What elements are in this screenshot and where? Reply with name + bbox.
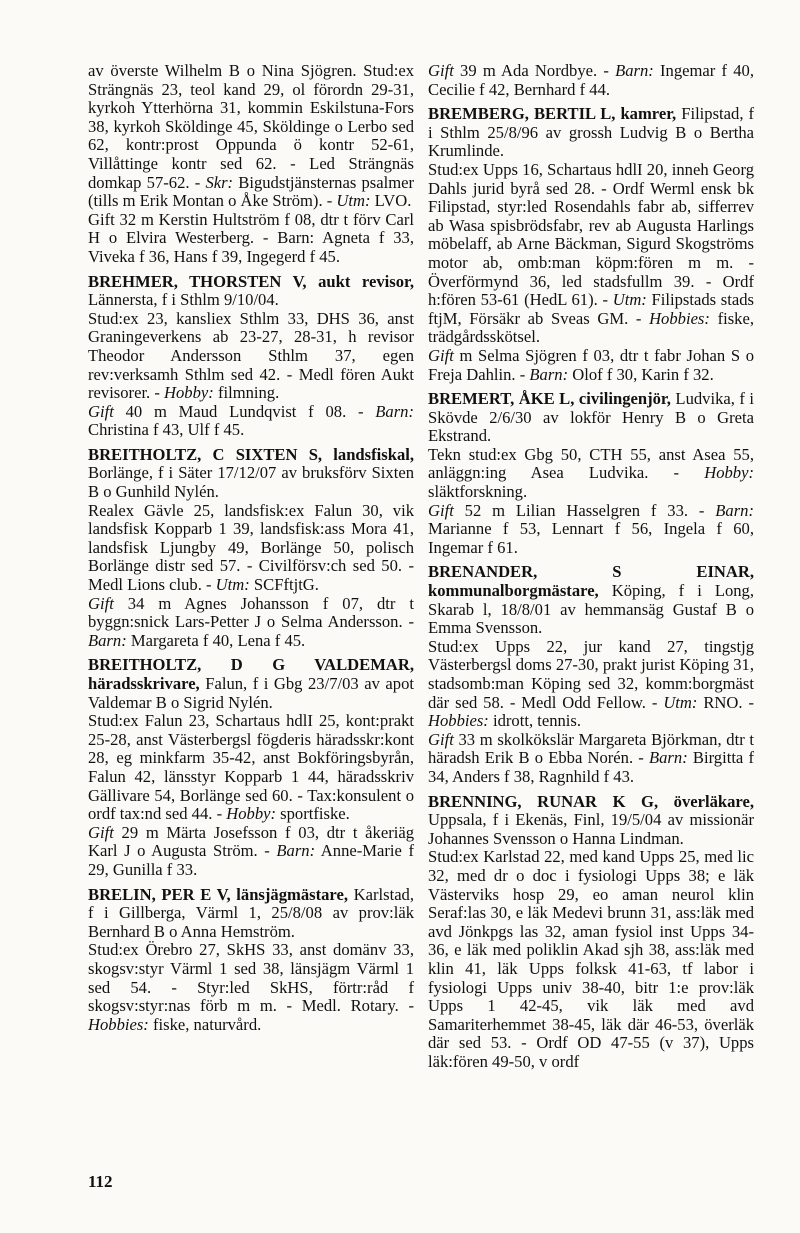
entry-intro: Lännersta, f i Sthlm 9/10/04. [88,290,279,310]
gift-label: Gift [428,729,454,749]
entry-name: BREMERT, ÅKE L, [428,389,575,409]
gift-text: 39 m Ada Nordbye. - [453,61,616,80]
utm-label: Utm: [215,575,250,595]
utm-text: RNO. - [697,692,754,712]
entry-brenning [428,793,754,1072]
entry-title: aukt revisor, [318,271,414,291]
entry-brehmer [88,273,414,440]
entry-name: BREITHOLTZ, D G VALDEMAR, [88,655,414,675]
entry-title: länsjägmästare, [236,884,348,904]
entry-title: kommunalborgmästare, [428,581,599,601]
entry-name: BREMBERG, BERTIL L, [428,104,616,124]
hobby-text: filmning. [213,383,280,403]
entry-continuation-left [88,62,414,267]
gift-label: Gift [88,593,114,613]
entry-intro: Uppsala, f i Ekenäs, Finl, 19/5/04 av missionär Johannes Svensson o Hanna Lindman. [428,810,754,848]
hobbies-text: idrott, tennis. [488,711,582,731]
entry-body: Stud:ex Upps 16, Schartaus hdlI 20, inneh Georg Dahls jurid byrå sed 28. - Ordf Werml ensk bk Filipstad, styr:led Rosendahls fabr ab, sifferrev ab Wasa spisbrödsfabr, rev ab Augusta Harlings möbelaff, ab Arne Bäckman, Sigurd Skogströms motor ab, omb:man köpm:fören m m. - Överförmynd 36, led stadsfullm 39. - Ordf h:fören 53-61 (HedL 61). - [428,159,754,310]
hobbies-text: fiske, naturvård. [148,1014,262,1034]
hobby-label: Hobby: [704,463,754,483]
entry-title: häradsskrivare, [88,674,200,693]
entry-intro: Borlänge, f i Säter 17/12/07 av bruksförv Sixten B o Gunhild Nylén. [88,463,414,502]
gift-text: 40 m Maud Lundqvist f 08. - [113,401,376,421]
left-column [88,62,414,1040]
entry-intro: Ludvika, f i Skövde 2/6/30 av lokför Henry B o Greta Ekstrand. [428,389,754,446]
gift-text: 34 m Agnes Johansson f 07, dtr t byggn:snick Lars-Petter J o Selma Andersson. - [88,593,414,632]
utm-label: Utm: [663,692,698,712]
barn-label: Barn: [529,364,569,384]
barn-label: Barn: [715,500,754,520]
entry-intro: Filipstad, f i Sthlm 25/8/96 av grossh Ludvig B o Bertha Krumlinde. [428,104,755,161]
entry-breitholtz-sixten [88,446,414,651]
barn-text: Anne-Marie f 29, Gunilla f 33. [88,841,414,879]
hobby-label: Hobby: [164,383,214,403]
entry-intro: Karlstad, f i Gillberga, Värml 1, 25/8/08 av prov:läk Bernhard B o Anna Hemström. [88,884,415,941]
barn-text: Olof f 30, Karin f 32. [568,364,714,384]
entry-name: BRENANDER, S EINAR, [428,562,754,582]
page-number: 112 [88,1172,113,1191]
hobby-text: sportfiske. [276,804,350,824]
entry-continuation-right [428,62,754,99]
barn-label: Barn: [88,630,127,650]
entry-body: av överste Wilhelm B o Nina Sjögren. Stud:ex Strängnäs 23, teol kand 29, ol förordn 29-31, kyrkoh Ytterhörna 31, kommin Eskilstuna-Fors 38, kyrkoh Sköldinge 45, Sköldinge o Lerbo sed 62, kontr:prost Oppunda ö kontr 52-61, Villåttinge kontr sed 62. - Led Strängnäs domkap 57-62. - [88,61,414,192]
utm-label: Utm: [336,191,371,211]
gift-text: m Selma Sjögren f 03, dtr t fabr Johan S o Freja Dahlin. - [428,345,754,384]
entry-intro: Köping, f i Long, Skarab l, 18/8/01 av hemmansäg Gustaf B o Emma Svensson. [428,581,754,638]
entry-body: Stud:ex Örebro 27, SkHS 33, anst domänv 33, skogsv:styr Värml 1 sed 38, länsjägm Värml 1 sed 54. - Styr:led SkHS, förtr:råd f skogsv:styr:nas förb m m. - Medl. Rotary. - [88,940,414,1016]
entry-title: landsfiskal, [333,444,414,464]
entry-name: BRELIN, PER E V, [88,884,231,904]
entry-name: BREITHOLTZ, C SIXTEN S, [88,444,323,464]
entry-title: kamrer, [620,104,677,124]
hobbies-label: Hobbies: [88,1014,149,1034]
entry-body: Stud:ex Upps 22, jur kand 27, tingstjg Västerbergsl doms 27-30, prakt jurist Köping 31, stadsomb:man Köping sed 32, komm:borgmäst där sed 58. - Medl Odd Fellow. - [428,636,755,712]
entry-brenander [428,563,754,786]
gift-text: 52 m Lilian Hasselgren f 33. - [453,500,716,520]
barn-label: Barn: [375,401,414,421]
barn-text: Birgitta f 34, Anders f 38, Ragnhild f 43. [428,748,754,786]
utm-text: SCFftjtG. [249,575,319,595]
barn-text: Margareta f 40, Lena f 45. [126,630,306,650]
gift-label: Gift [428,345,454,365]
gift-label: Gift [88,401,114,421]
hobbies-text: fiske, trädgårdsskötsel. [428,308,754,347]
entry-body: Stud:ex Karlstad 22, med kand Upps 25, med lic 32, med dr o doc i fysiologi Upps 38; e läk Västerviks hosp 29, eo aman neurol klin Seraf:las 30, e läk Medevi brunn 31, ass:läk med avd Jönkpgs las 32, aman fysiol inst Upps 34-36, e läk med poliklin Akad sjh 38, ass:läk med klin 41, läk Upps folksk 41-63, tf labor i fysiologi Upps univ 38-40, bitr 1:e prov:läk Upps 1 42-45, vik läk med avd Samariterhemmet 38-45, läk där 46-53, överläk där sed 53. - Ordf OD 47-55 (v 37), Upps läk:fören 49-50, v ordf [428,847,754,1071]
entry-name: BRENNING, RUNAR K G, [428,791,659,811]
utm-text: LVO. [370,191,412,211]
entry-bremberg [428,105,754,384]
right-column [428,62,754,1077]
entry-body: Realex Gävle 25, landsfisk:ex Falun 30, vik landsfisk Kopparb 1 39, landsfisk:ass Mora 41, landsfisk Ljungby 49, Borlänge 50, polisch Borlänge distr sed 57. - Civilförsv:ch sed 50. - Medl Lions club. - [88,500,414,595]
entry-name: BREHMER, THORSTEN V, [88,271,307,291]
entry-brelin [88,886,414,1035]
utm-label: Utm: [612,290,647,310]
gift-text: Gift 32 m Kerstin Hultström f 08, dtr t förv Carl H o Elvira Westerberg. - Barn: Agneta f 33, Viveka f 36, Hans f 39, Ingegerd f 45. [88,209,414,266]
entry-body: Stud:ex 23, kansliex Sthlm 33, DHS 36, anst Graningeverkens ab 23-27, 28-31, h revisor Theodor Andersson Sthlm 37, egen rev:verksamh Sthlm sed 42. - Medl fören Aukt revisorer. - [88,308,414,403]
hobby-label: Hobby: [226,804,277,824]
gift-label: Gift [428,61,454,80]
entry-body: Tekn stud:ex Gbg 50, CTH 55, anst Asea 55, anläggn:ing Asea Ludvika. - [428,444,754,483]
entry-title: överläkare, [673,791,754,811]
entry-breitholtz-valdemar [88,656,414,879]
gift-text: 33 m skolkökslär Margareta Björkman, dtr t häradsh Erik B o Ebba Norén. - [428,729,754,768]
gift-label: Gift [428,500,454,520]
barn-label: Barn: [649,748,688,768]
gift-label: Gift [88,822,114,842]
barn-text: Marianne f 53, Lennart f 56, Ingela f 60, Ingemar f 61. [428,519,754,557]
entry-intro: Falun, f i Gbg 23/7/03 av apot Valdemar B o Sigrid Nylén. [88,674,414,712]
entry-body: Stud:ex Falun 23, Schartaus hdlI 25, kont:prakt 25-28, anst Västerbergsl fögderis häradsskr:kont 28, eg minkfarm 35-42, anst Bokföringsbyrån, Falun 42, länsstyr Kopparb 1 44, häradsskriv Gällivare 54, Borlänge sed 60. - Tax:konsulent o ordf tax:nd sed 44. - [88,711,414,824]
hobbies-label: Hobbies: [428,711,489,731]
hobby-text: släktforskning. [428,482,528,502]
utm-text: Filipstads stads ftjM, Försäkr ab Sveas GM. - [428,290,754,328]
gift-text: 29 m Märta Josefsson f 03, dtr t åkeriäg Karl J o Augusta Ström. - [88,822,414,861]
hobbies-label: Hobbies: [649,308,710,328]
entry-bremert [428,390,754,557]
barn-label: Barn: [615,61,654,80]
barn-text: Christina f 43, Ulf f 45. [88,420,245,440]
skr-label: Skr: [205,172,234,192]
skr-text: Bigudstjänsternas psalmer (tills m Erik Montan o Åke Ström). - [88,172,414,211]
barn-label: Barn: [276,841,316,861]
barn-text: Ingemar f 40, Cecilie f 42, Bernhard f 44. [428,61,755,99]
entry-title: civilingenjör, [578,389,671,409]
